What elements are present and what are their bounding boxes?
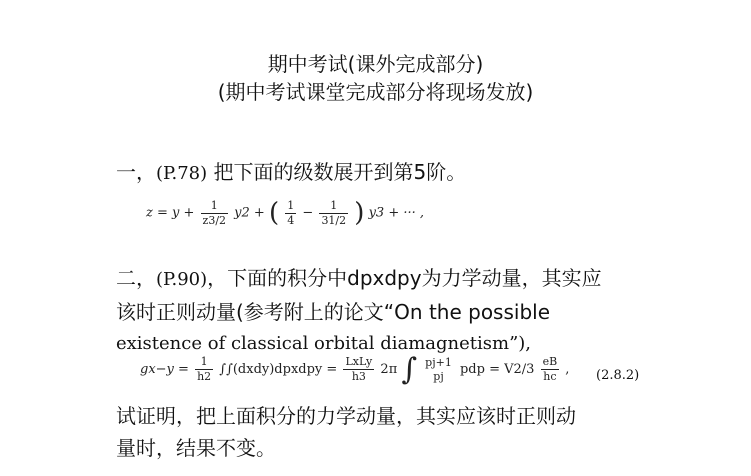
eq1-fraction-3 [319, 199, 348, 228]
question-2-ref: (P.90) [156, 269, 208, 290]
eq1-frac3-den: 31/2 [321, 213, 347, 227]
eq1-frac1-num: 1 [201, 199, 229, 214]
question-2-conclusion [116, 400, 656, 464]
question-2-line-1 [116, 262, 656, 296]
eq1-frac2-num: 1 [287, 198, 295, 212]
eq1-paren-open: ( [268, 198, 280, 228]
eq1-lhs: z = y + [146, 205, 195, 221]
question-2-line-1-text: ，下面的积分中dpxdpy为力学动量，其实应 [207, 266, 602, 290]
eq1-frac1-den: z3/2 [202, 213, 227, 227]
eq2-frac2-den: h3 [351, 370, 366, 383]
question-2-prefix: 二， [116, 266, 156, 290]
equation-number: (2.8.2) [596, 368, 640, 383]
question-2-line-2: 该时正则动量(参考附上的论文“On the possible [116, 300, 551, 324]
question-2-line-5: 量时，结果不变。 [116, 436, 276, 460]
eq2-integral: ∫∫(dxdy)dpxdpy = [219, 362, 338, 377]
eq1-frac2-den: 4 [287, 213, 295, 227]
question-2-line-3: existence of classical orbital diamagnetism”), [116, 333, 532, 354]
eq2-fraction-1 [195, 355, 213, 384]
eq1-fraction-2 [285, 199, 296, 228]
question-1-text: 把下面的级数展开到第5阶。 [213, 160, 467, 184]
eq2-end: , [565, 362, 570, 377]
eq2-upper: pj+1 [425, 355, 452, 369]
eq2-tail: pdp = V2/3 [459, 362, 535, 377]
eq2-frac3-num: eB [542, 355, 558, 368]
eq2-lower: pj [433, 369, 444, 383]
eq2-frac2-num: LxLy [345, 355, 373, 368]
question-1 [116, 156, 656, 190]
title-line-1: 期中考试(课外完成部分) [267, 52, 484, 76]
eq2-fraction-3 [541, 355, 560, 384]
eq2-limits [423, 356, 454, 384]
title-line-2: (期中考试课堂完成部分将现场发放) [217, 80, 534, 104]
question-1-ref: (P.78) [156, 163, 208, 184]
eq2-lhs: gx−y = [140, 362, 189, 377]
question-2 [116, 262, 656, 360]
eq1-paren-close: ) [354, 198, 365, 228]
eq2-fraction-2 [343, 355, 374, 384]
eq2-frac1-num: 1 [195, 355, 213, 370]
eq2-frac3-den: hc [543, 370, 557, 383]
eq1-term1: y2 + [234, 205, 265, 221]
equation-2 [140, 352, 569, 387]
eq2-frac1-den: h2 [197, 370, 212, 383]
eq1-term2: y3 + ··· , [368, 205, 425, 221]
eq1-frac3-num: 1 [319, 199, 348, 214]
eq2-mid: 2π [380, 362, 398, 377]
question-2-line-4: 试证明，把上面积分的力学动量，其实应该时正则动 [116, 404, 576, 428]
eq2-integral-2: ∫ [401, 352, 418, 387]
equation-1 [146, 198, 424, 228]
eq1-minus: − [302, 205, 314, 221]
eq1-fraction-1 [201, 199, 229, 228]
question-1-prefix: 一， [116, 160, 156, 184]
